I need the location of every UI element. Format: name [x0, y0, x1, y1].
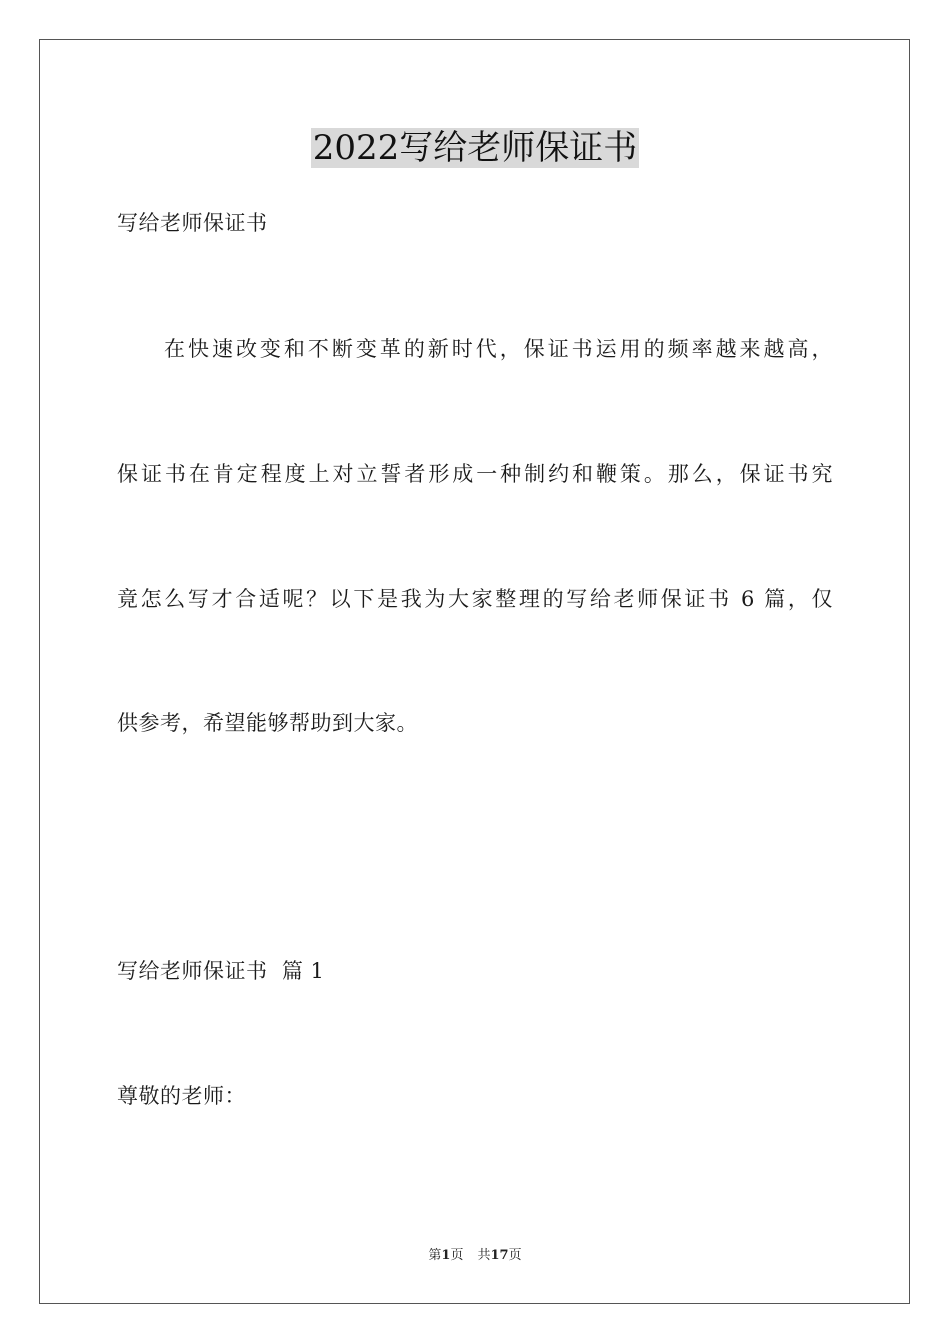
footer-page-mid: 页	[450, 1248, 464, 1263]
intro-line-3: 竟怎么写才合适呢？以下是我为大家整理的写给老师保证书 6 篇，仅	[117, 587, 833, 611]
page-footer	[0, 1248, 950, 1264]
intro-line-4: 供参考，希望能够帮助到大家。	[117, 711, 418, 735]
footer-total-suffix: 页	[508, 1248, 522, 1263]
footer-total-prefix: 共	[477, 1248, 491, 1263]
document-title: 2022写给老师保证书	[312, 128, 638, 168]
intro-line-1: 在快速改变和不断变革的新时代，保证书运用的频率越来越高，	[164, 337, 833, 361]
section-heading: 写给老师保证书 篇 1	[117, 959, 325, 983]
title-container	[0, 128, 950, 168]
subtitle: 写给老师保证书	[117, 211, 268, 235]
footer-page-current: 1	[441, 1248, 451, 1263]
footer-page-total: 17	[490, 1248, 509, 1263]
footer-page-prefix: 第	[428, 1248, 442, 1263]
salutation: 尊敬的老师：	[117, 1084, 246, 1108]
intro-line-2: 保证书在肯定程度上对立誓者形成一种制约和鞭策。那么，保证书究	[117, 462, 833, 486]
